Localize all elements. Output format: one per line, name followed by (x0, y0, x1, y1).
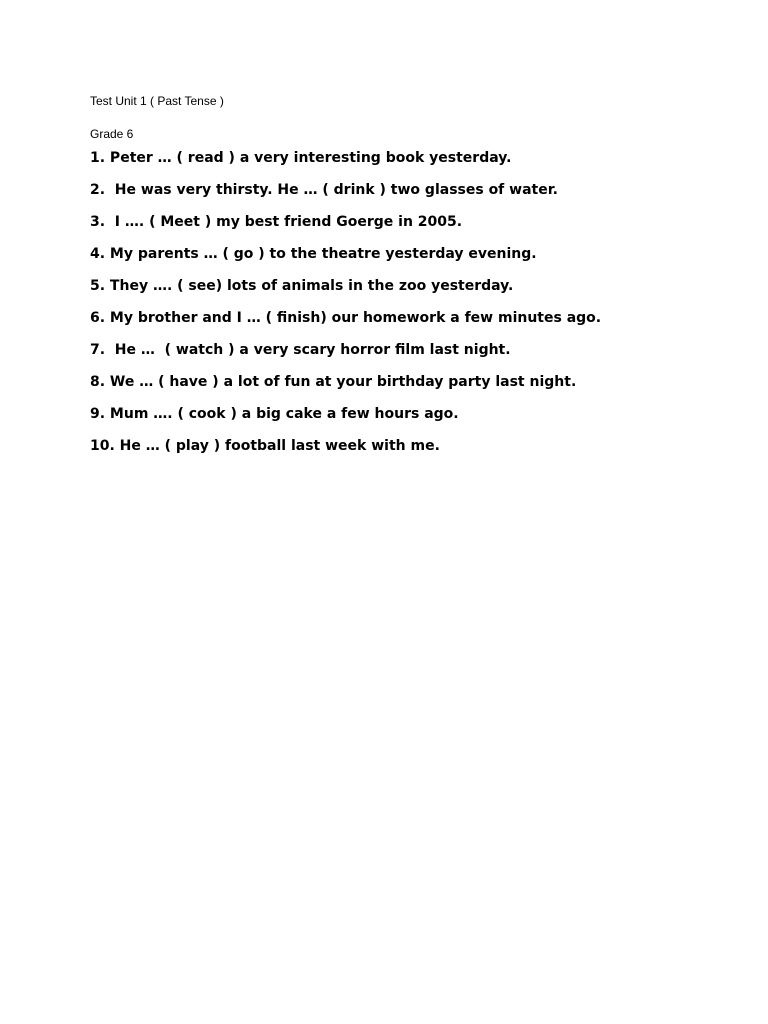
question-item: 7. He … ( watch ) a very scary horror film last night. (90, 342, 511, 358)
question-item: 6. My brother and I … ( finish) our homework a few minutes ago. (90, 310, 602, 326)
question-item: 8. We … ( have ) a lot of fun at your birthday party last night. (90, 374, 577, 390)
question-item: 4. My parents … ( go ) to the theatre yesterday evening. (90, 246, 537, 262)
question-item: 1. Peter … ( read ) a very interesting book yesterday. (90, 150, 512, 166)
question-item: 3. I …. ( Meet ) my best friend Goerge in 2005. (90, 214, 463, 230)
question-item: 9. Mum …. ( cook ) a big cake a few hours ago. (90, 406, 459, 422)
test-title: Test Unit 1 ( Past Tense ) (90, 94, 224, 108)
grade-label: Grade 6 (90, 127, 134, 141)
question-item: 10. He … ( play ) football last week with me. (90, 438, 440, 454)
document-page (90, 93, 730, 468)
question-list (90, 148, 730, 468)
question-item: 2. He was very thirsty. He … ( drink ) two glasses of water. (90, 182, 558, 198)
question-item: 5. They …. ( see) lots of animals in the zoo yesterday. (90, 278, 514, 294)
